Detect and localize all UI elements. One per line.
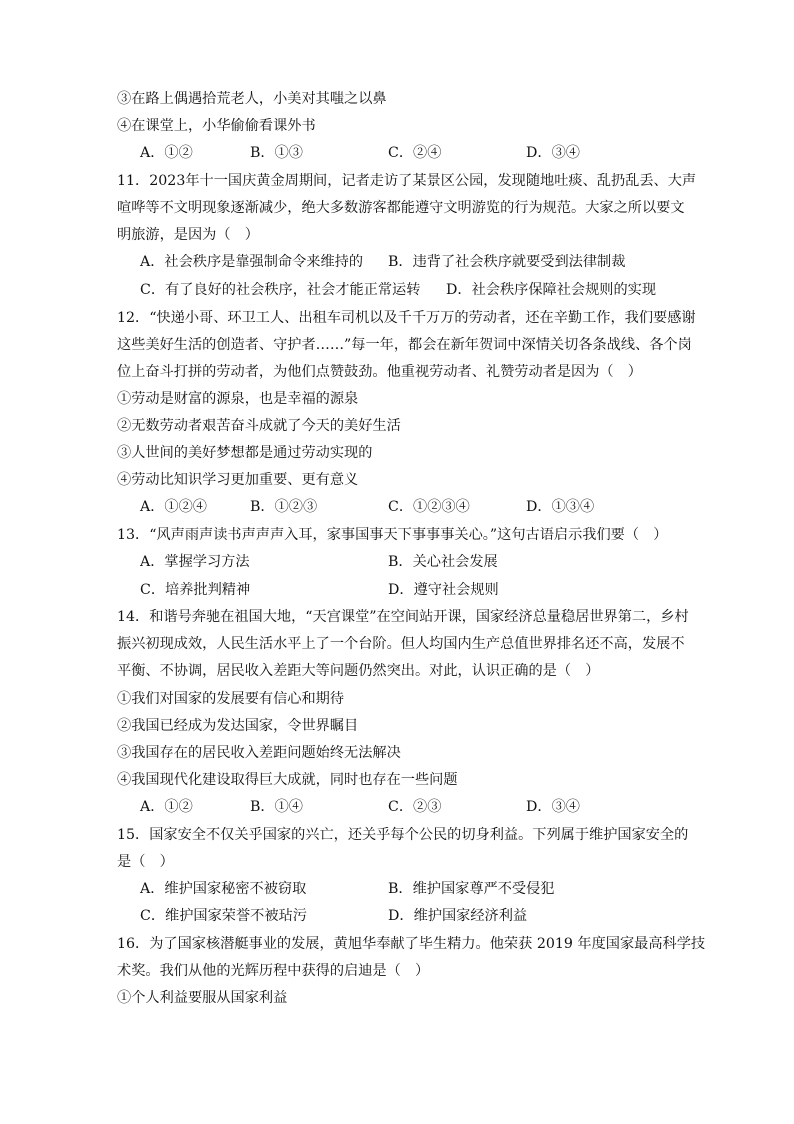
q16-item-1: ①个人利益要服从国家利益 [117,990,288,1006]
q12-item-1: ①劳动是财富的源泉，也是幸福的源泉 [117,391,359,407]
q15-stem-line-2: 是（ ） [117,854,174,870]
q10-option-c: C．②④ [388,145,442,161]
q11-stem-line-3: 明旅游，是因为（ ） [117,227,259,243]
q12-option-b: B．①②③ [250,499,318,515]
q15-option-a: A．维护国家秘密不被窃取 [140,881,307,897]
q13-stem: 13．“风声雨声读书声声声入耳，家事国事天下事事事关心。”这句古语启示我们要（ ） [117,527,668,543]
q12-option-c: C．①②③④ [388,499,470,515]
q11-option-d: D．社会秩序保障社会规则的实现 [446,282,657,298]
q15-option-c: C．维护国家荣誉不被玷污 [140,908,307,924]
q10-option-d: D．③④ [526,145,580,161]
q14-item-3: ③我国存在的居民收入差距问题始终无法解决 [117,745,401,761]
q13-option-c: C．培养批判精神 [140,582,251,598]
q10-option-a: A．①② [140,145,193,161]
q14-stem-line-2: 振兴初现成效，人民生活水平上了一个台阶。但人均国内生产总值世界排名还不高，发展不 [117,636,685,652]
q15-option-b: B．维护国家尊严不受侵犯 [388,881,555,897]
q12-stem-line-3: 位上奋斗打拼的劳动者，为他们点赞鼓劲。他重视劳动者、礼赞劳动者是因为（ ） [117,364,642,380]
q10-option-b: B．①③ [250,145,303,161]
q14-item-1: ①我们对国家的发展要有信心和期待 [117,691,345,707]
q14-option-a: A．①② [140,799,193,815]
q11-option-c: C．有了良好的社会秩序，社会才能正常运转 [140,282,421,298]
q12-stem-line-2: 这些美好生活的创造者、守护者……”每一年，都会在新年贺词中深情关切各条战线、各个岗 [117,337,692,353]
q15-stem-line-1: 15．国家安全不仅关乎国家的兴亡，还关乎每个公民的切身利益。下列属于维护国家安全的 [117,827,689,843]
q14-item-4: ④我国现代化建设取得巨大成就，同时也存在一些问题 [117,772,458,788]
q13-option-b: B．关心社会发展 [388,554,498,570]
q13-option-d: D．遵守社会规则 [388,582,499,598]
q11-option-a: A．社会秩序是靠强制命令来维持的 [140,254,364,270]
q14-stem-line-3: 平衡、不协调，居民收入差距大等问题仍然突出。对此，认识正确的是（ ） [117,663,600,679]
q13-option-a: A．掌握学习方法 [140,554,250,570]
q14-option-b: B．①④ [250,799,303,815]
q14-stem-line-1: 14．和谐号奔驰在祖国大地，“天宫课堂”在空间站开课，国家经济总量稳居世界第二，乡村 [117,609,689,625]
q12-item-4: ④劳动比知识学习更加重要、更有意义 [117,472,359,488]
q12-stem-line-1: 12．“快递小哥、环卫工人、出租车司机以及千千万万的劳动者，还在辛勤工作，我们要感谢 [117,310,696,326]
q14-option-c: C．②③ [388,799,442,815]
q14-item-2: ②我国已经成为发达国家，令世界瞩目 [117,718,359,734]
q15-option-d: D．维护国家经济利益 [388,908,528,924]
q16-stem-line-2: 术奖。我们从他的光辉历程中获得的启迪是（ ） [117,963,430,979]
q12-item-3: ③人世间的美好梦想都是通过劳动实现的 [117,445,373,461]
q10-item-3: ③在路上偶遇拾荒老人，小美对其嗤之以鼻 [117,91,387,107]
q12-option-a: A．①②④ [140,499,207,515]
q16-stem-line-1: 16．为了国家核潜艇事业的发展，黄旭华奉献了毕生精力。他荣获 2019 年度国家最高科学技 [117,936,706,952]
q11-option-b: B．违背了社会秩序就要受到法律制裁 [388,254,626,270]
q11-stem-line-2: 喧哗等不文明现象逐渐减少，绝大多数游客都能遵守文明游览的行为规范。大家之所以要文 [117,200,685,216]
q14-option-d: D．③④ [526,799,580,815]
q11-stem-line-1: 11．2023年十一国庆黄金周期间，记者走访了某景区公园，发现随地吐痰、乱扔乱丢、大声 [117,173,697,189]
q12-item-2: ②无数劳动者艰苦奋斗成就了今天的美好生活 [117,418,401,434]
q12-option-d: D．①③④ [526,499,595,515]
q10-item-4: ④在课堂上，小华偷偷看课外书 [117,118,316,134]
